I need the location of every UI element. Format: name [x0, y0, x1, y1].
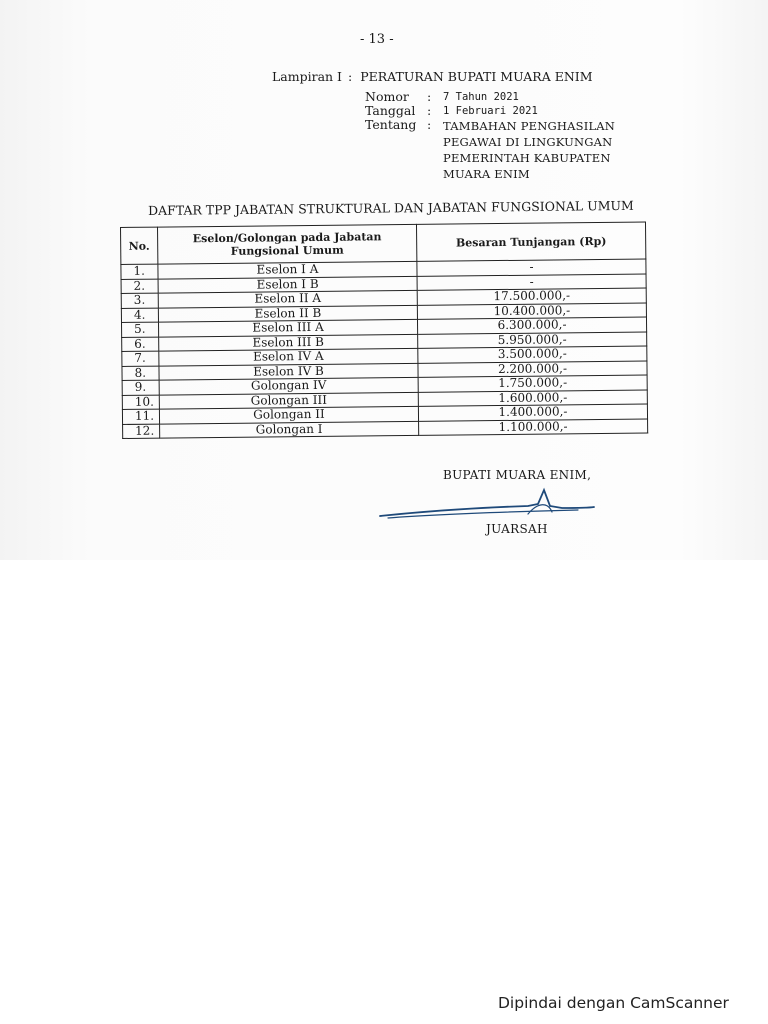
- row-no: 3.: [121, 293, 158, 308]
- attachment-label: Lampiran I: [272, 69, 342, 84]
- row-besaran: 5.950.000,-: [418, 331, 647, 348]
- row-no: 6.: [122, 337, 159, 352]
- signature-stroke: [380, 490, 594, 516]
- row-no: 4.: [121, 308, 158, 323]
- row-besaran: 3.500.000,-: [418, 346, 647, 363]
- meta-key: Nomor: [365, 89, 409, 104]
- row-besaran: 1.600.000,-: [418, 389, 647, 406]
- page-number: - 13 -: [360, 32, 394, 47]
- meta-value-date: 1 Februari 2021: [443, 105, 538, 117]
- meta-colon: :: [427, 89, 432, 104]
- row-eselon: Eselon I A: [158, 261, 417, 278]
- signature-underline: [388, 510, 578, 518]
- allowance-table-container: [120, 221, 648, 438]
- row-besaran: 6.300.000,-: [417, 317, 646, 334]
- meta-colon: :: [427, 117, 432, 132]
- row-no: 12.: [123, 424, 160, 439]
- row-no: 1.: [121, 264, 158, 279]
- row-no: 7.: [122, 351, 159, 366]
- row-besaran: -: [417, 273, 646, 290]
- meta-row-tanggal: [365, 104, 628, 118]
- row-no: 9.: [122, 380, 159, 395]
- row-eselon: Golongan III: [159, 392, 418, 409]
- row-besaran: 1.100.000,-: [419, 418, 648, 435]
- table-title: DAFTAR TPP JABATAN STRUKTURAL DAN JABATAN FUNGSIONAL UMUM: [148, 197, 634, 218]
- row-eselon: Eselon II B: [158, 305, 417, 322]
- row-besaran: 10.400.000,-: [417, 302, 646, 319]
- row-eselon: Eselon II A: [158, 290, 417, 307]
- row-besaran: -: [417, 259, 646, 276]
- meta-value-subject: TAMBAHAN PENGHASILAN PEGAWAI DI LINGKUNGAN PEMERINTAH KABUPATEN MUARA ENIM: [443, 119, 616, 181]
- row-besaran: 17.500.000,-: [417, 288, 646, 305]
- row-eselon: Eselon IV B: [159, 363, 418, 380]
- header-besaran: Besaran Tunjangan (Rp): [416, 222, 645, 261]
- row-no: 5.: [122, 322, 159, 337]
- attachment-header: [272, 69, 593, 84]
- row-besaran: 1.400.000,-: [418, 404, 647, 421]
- handwritten-signature: [378, 484, 598, 524]
- row-no: 10.: [122, 395, 159, 410]
- regulation-title: PERATURAN BUPATI MUARA ENIM: [360, 69, 593, 84]
- meta-key: Tentang: [365, 117, 417, 132]
- regulation-metadata: [365, 90, 628, 182]
- header-no: No.: [121, 227, 158, 264]
- meta-colon: :: [427, 103, 432, 118]
- row-eselon: Eselon III A: [158, 319, 417, 336]
- meta-row-nomor: [365, 90, 628, 104]
- row-eselon: Golongan I: [160, 421, 419, 438]
- row-eselon: Golongan IV: [159, 377, 418, 394]
- signatory-name: JUARSAH: [486, 522, 548, 536]
- meta-value-number: 7 Tahun 2021: [443, 91, 519, 103]
- row-besaran: 1.750.000,-: [418, 375, 647, 392]
- table-header-row: [121, 222, 646, 264]
- row-besaran: 2.200.000,-: [418, 360, 647, 377]
- row-eselon: Golongan II: [159, 406, 418, 423]
- header-eselon: Eselon/Golongan pada Jabatan Fungsional Umum: [158, 224, 417, 264]
- scanner-watermark: Dipindai dengan CamScanner: [498, 994, 729, 1012]
- allowance-table: [120, 221, 648, 438]
- signatory-title: BUPATI MUARA ENIM,: [443, 468, 592, 482]
- attachment-colon: :: [348, 69, 353, 84]
- meta-row-tentang: [365, 118, 628, 182]
- row-eselon: Eselon III B: [159, 334, 418, 351]
- row-no: 8.: [122, 366, 159, 381]
- meta-key: Tanggal: [365, 103, 416, 118]
- row-no: 11.: [122, 409, 159, 424]
- row-no: 2.: [121, 279, 158, 294]
- row-eselon: Eselon I B: [158, 276, 417, 293]
- row-eselon: Eselon IV A: [159, 348, 418, 365]
